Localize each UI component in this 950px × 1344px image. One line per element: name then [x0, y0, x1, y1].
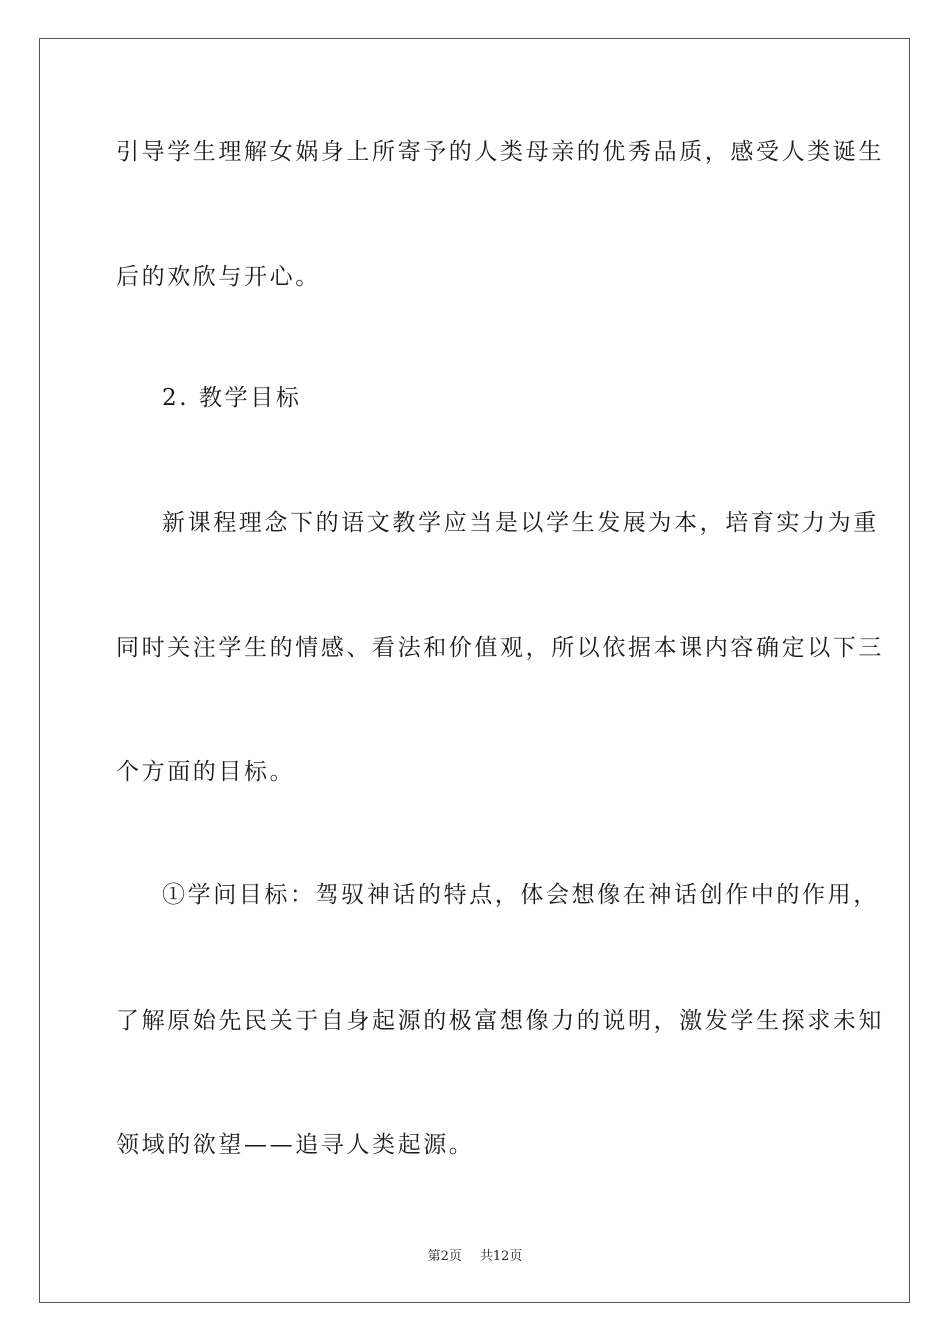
- page-total: 共12页: [479, 1249, 523, 1264]
- body-text-line: 引导学生理解女娲身上所寄予的人类母亲的优秀品质，感受人类诞生: [116, 139, 884, 165]
- body-text-line: 领域的欲望——追寻人类起源。: [116, 1132, 475, 1158]
- body-text-line: 新课程理念下的语文教学应当是以学生发展为本，培育实力为重: [162, 510, 879, 536]
- body-text-line: 个方面的目标。: [116, 759, 296, 785]
- body-text-line: 了解原始先民关于自身起源的极富想像力的说明，激发学生探求未知: [116, 1008, 884, 1034]
- section-heading: 2. 教学目标: [162, 385, 302, 411]
- body-text-line: ①学问目标：驾驭神话的特点，体会想像在神话创作中的作用，: [162, 882, 879, 908]
- page-number: 第2页: [427, 1249, 462, 1264]
- body-text-line: 后的欢欣与开心。: [116, 264, 321, 290]
- page-footer: [0, 1245, 950, 1264]
- page-border: [39, 38, 910, 1303]
- body-text-line: 同时关注学生的情感、看法和价值观，所以依据本课内容确定以下三: [116, 635, 884, 661]
